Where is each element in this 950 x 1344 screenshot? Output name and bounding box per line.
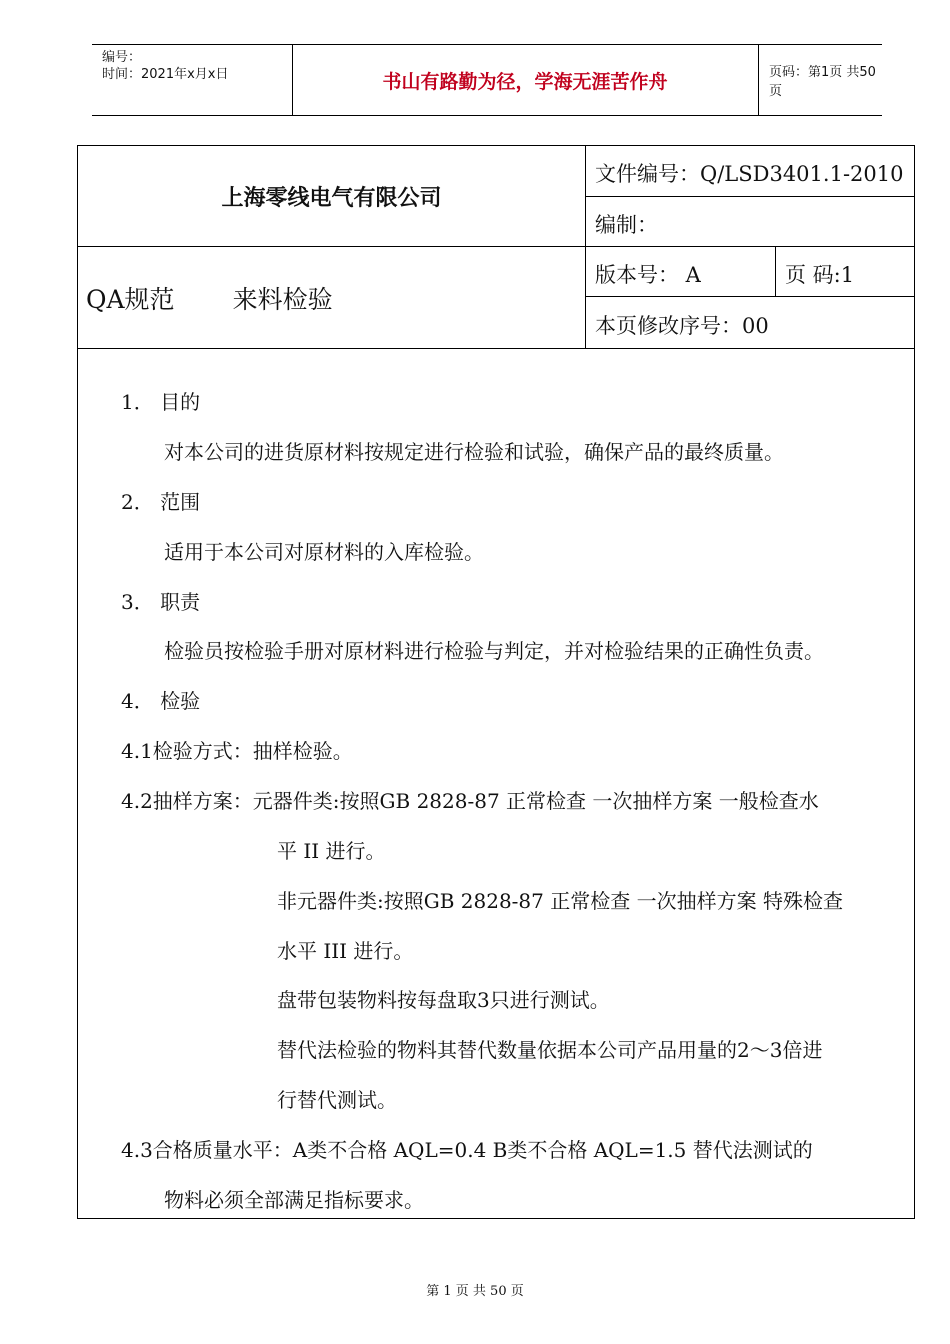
- version: 版本号： A: [595, 263, 701, 287]
- section-4-2-line-4: 水平 III 进行。: [277, 939, 414, 963]
- document-header-table: [78, 146, 914, 349]
- spec-label: QA规范: [86, 285, 175, 314]
- page-code: 页 码:1: [785, 263, 855, 287]
- motto: 书山有路勤为径，学海无涯苦作舟: [292, 45, 759, 115]
- section-4-3-line-1: 4.3合格质量水平：A类不合格 AQL=0.4 B类不合格 AQL=1.5 替代法测试的: [121, 1138, 813, 1162]
- header-meta-cell: [92, 45, 293, 115]
- file-number: 文件编号：Q/LSD3401.1-2010: [595, 162, 904, 186]
- section-3-title: 3． 职责: [121, 590, 201, 614]
- section-2-title: 2． 范围: [121, 490, 201, 514]
- header-page-info: 页码：第1页 共50页: [769, 65, 876, 99]
- section-4-2-line-7: 行替代测试。: [277, 1088, 397, 1112]
- company-name: 上海零线电气有限公司: [221, 184, 442, 211]
- section-1-title: 1． 目的: [121, 390, 201, 414]
- section-4-1: 4.1检验方式：抽样检验。: [121, 739, 353, 763]
- revision-number: 本页修改序号：00: [595, 314, 769, 338]
- spec-title: [86, 280, 391, 316]
- section-4-2-line-5: 盘带包装物料按每盘取3只进行测试。: [277, 988, 610, 1012]
- section-3-text: 检验员按检验手册对原材料进行检验与判定，并对检验结果的正确性负责。: [164, 639, 824, 663]
- section-4-2-line-3: 非元器件类:按照GB 2828-87 正常检查 一次抽样方案 特殊检查: [277, 889, 843, 913]
- spec-name: 来料检验: [232, 285, 333, 314]
- document-box: [77, 145, 915, 1219]
- section-4-2-line-1: 4.2抽样方案：元器件类:按照GB 2828-87 正常检查 一次抽样方案 一般检查水: [121, 789, 819, 813]
- section-4-title: 4． 检验: [121, 689, 201, 713]
- time-label: 时间：2021年x月x日: [102, 67, 229, 82]
- section-4-2-line-2: 平 II 进行。: [277, 839, 386, 863]
- section-4-2-line-6: 替代法检验的物料其替代数量依据本公司产品用量的2～3倍进: [277, 1038, 823, 1062]
- page-footer: 第 1 页 共 50 页: [426, 1284, 524, 1299]
- number-label: 编号：: [102, 50, 142, 65]
- section-2-text: 适用于本公司对原材料的入库检验。: [164, 540, 484, 564]
- section-4-3-line-2: 物料必须全部满足指标要求。: [164, 1188, 424, 1212]
- top-header: [92, 44, 882, 116]
- compiled-by: 编制：: [595, 213, 658, 237]
- section-1-text: 对本公司的进货原材料按规定进行检验和试验，确保产品的最终质量。: [164, 440, 784, 464]
